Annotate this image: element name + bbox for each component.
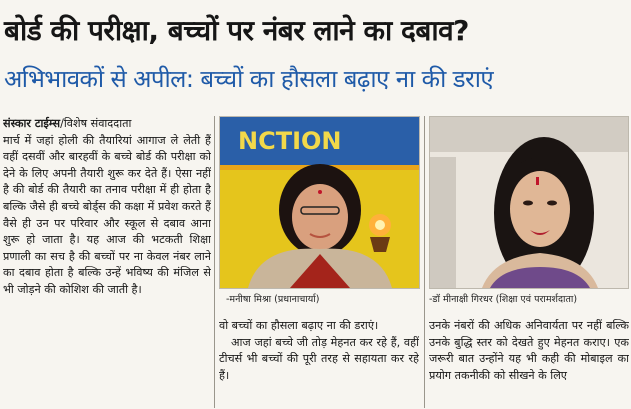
byline-org: संस्कार टाईम्स — [3, 117, 61, 130]
article-column-1-text: मार्च में जहां होली की तैयारियां आगाज ले लेती हैं वहीं दसवीं और बारहवीं के बच्चे बोर्ड की परीक्षा को देने के लिए अपनी तैयारी शुरू कर देते हैं। ऐसा नहीं है की बोर्ड की तैयारी का तनाव परीक्षा में ही होता है बल्कि जैसे ही बच्चे बोर्ड्स की कक्षा में प्रवेश करते हैं वैसे ही उन पर परिवार और स्कूल से दबाव आना शुरू हो जाता है। यह आज की भटकती शिक्षा प्रणाली का सच है की बच्चों पर ना केवल नंबर लाने का दबाव होता है बल्कि उन्हें भविष्य की मंजिल से भी जोड़ने की कोशिश की जाती है। — [3, 133, 211, 296]
photo-caption-manisha-mishra: -मनीषा मिश्रा (प्रधानाचार्या) — [226, 294, 320, 305]
article-column-2-para-2: आज जहां बच्चे जी तोड़ मेहनत कर रहे हैं, वहीं टीचर्स भी बच्चों की पूरी तरह से सहायता कर रहे हैं। — [219, 335, 419, 382]
photo-caption-meenakshi-girdhar: -डॉ मीनाक्षी गिरधर (शिक्षा एवं परामर्शदाता) — [429, 294, 578, 305]
photo-banner-text: NCTION — [238, 127, 342, 155]
photo-manisha-mishra — [219, 116, 420, 289]
column-divider — [214, 116, 215, 408]
article-column-3 — [429, 318, 629, 408]
article-column-2-para-1: वो बच्चों का हौसला बढ़ाए ना की डराएं। — [219, 319, 379, 332]
byline-desk: /विशेष संवाददाता — [60, 117, 132, 130]
photo-meenakshi-girdhar — [429, 116, 629, 289]
article-column-1 — [3, 116, 211, 406]
byline — [3, 116, 211, 133]
article-column-3-text: उनके नंबरों की अधिक अनिवार्यता पर नहीं बल्कि उनके बुद्धि स्तर को देखते हुए मेहनत कराए। एक जरूरी बात उन्होंने यह भी कही की मोबाइल का प्रयोग तकनीकी को सीखने के लिए — [429, 319, 629, 382]
headline: बोर्ड की परीक्षा, बच्चों पर नंबर लाने का दबाव? — [4, 14, 469, 47]
article-column-2 — [219, 318, 419, 408]
subheadline: अभिभावकों से अपील: बच्चों का हौसला बढ़ाए ना की डराएं — [4, 65, 494, 93]
column-divider — [424, 116, 425, 408]
